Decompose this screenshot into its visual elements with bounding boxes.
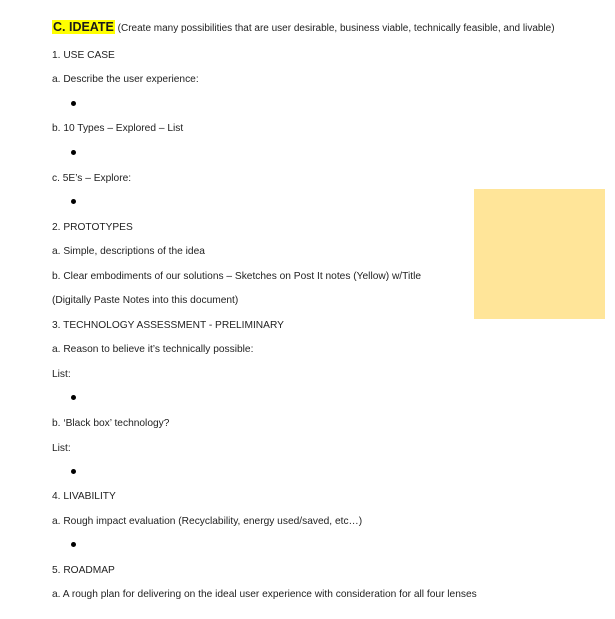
prototypes-item-a: a. Simple, descriptions of the idea	[52, 246, 205, 257]
prototypes-note: (Digitally Paste Notes into this document)	[52, 295, 239, 306]
bullet-point	[71, 199, 76, 204]
bullet-point	[71, 395, 76, 400]
bullet-point	[71, 150, 76, 155]
bullet-point	[71, 469, 76, 474]
roadmap-item-a: a. A rough plan for delivering on the ideal user experience with consideration for all four lenses	[52, 589, 477, 600]
technology-item-b: b. ‘Black box’ technology?	[52, 418, 170, 429]
use-case-item-b: b. 10 Types – Explored – List	[52, 123, 184, 134]
technology-list-label: List:	[52, 443, 71, 454]
section-heading	[52, 21, 555, 35]
technology-item-a: a. Reason to believe it’s technically possible:	[52, 344, 254, 355]
roadmap-title: 5. ROADMAP	[52, 565, 115, 576]
use-case-item-c: c. 5E’s – Explore:	[52, 173, 132, 184]
prototypes-item-b: b. Clear embodiments of our solutions – Sketches on Post It notes (Yellow) w/Title	[52, 271, 422, 282]
use-case-title: 1. USE CASE	[52, 50, 115, 61]
section-subtitle: (Create many possibilities that are user desirable, business viable, technically feasible, and livable)	[114, 23, 555, 34]
section-title: C. IDEATE	[53, 20, 114, 34]
bullet-point	[71, 542, 76, 547]
technology-list-label: List:	[52, 369, 71, 380]
bullet-point	[71, 101, 76, 106]
prototypes-title: 2. PROTOTYPES	[52, 222, 133, 233]
use-case-item-a: a. Describe the user experience:	[52, 74, 199, 85]
sticky-note	[474, 189, 605, 319]
technology-title: 3. TECHNOLOGY ASSESSMENT - PRELIMINARY	[52, 320, 284, 331]
livability-title: 4. LIVABILITY	[52, 491, 116, 502]
livability-item-a: a. Rough impact evaluation (Recyclability, energy used/saved, etc…)	[52, 516, 363, 527]
